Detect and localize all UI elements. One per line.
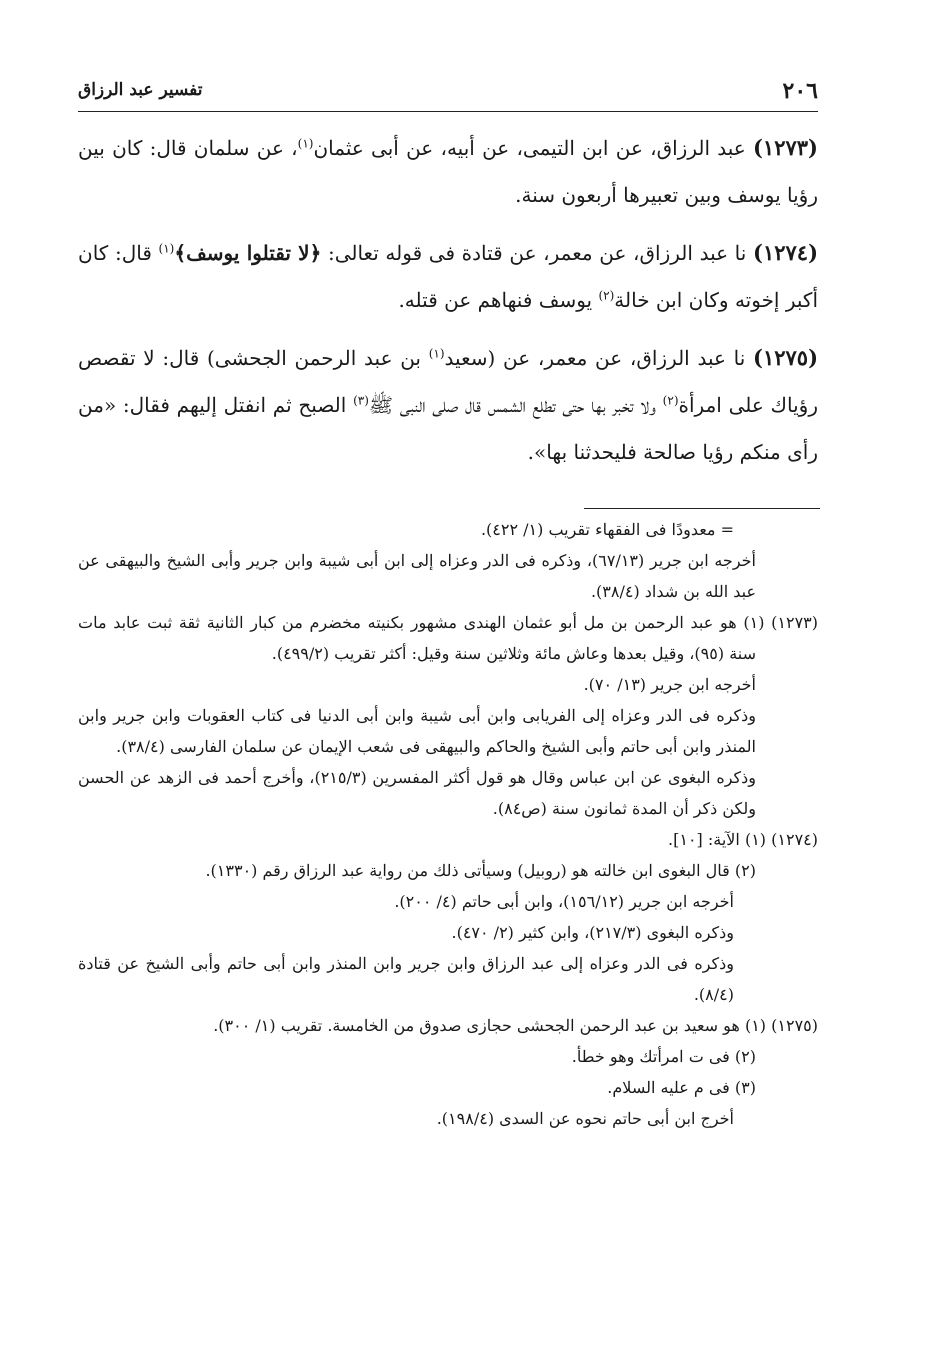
- footnote-line: وذكره البغوى (٢١٧/٣)، وابن كثير (٢/ ٤٧٠).: [451, 923, 734, 942]
- narration-text: يوسف فنهاهم عن قتله.: [398, 288, 599, 312]
- footnote-line: (٢) فى ت امرأتك وهو خطأ.: [571, 1047, 756, 1066]
- footnotes: [78, 514, 818, 1134]
- footnote-line: وذكره البغوى عن ابن عباس وقال هو قول أكثر المفسرين (٢١٥/٣)، وأخرج أحمد فى الزهد عن الحسن ولكن ذكر أن المدة ثمانون سنة (ص٨٤).: [78, 768, 757, 818]
- footnote-ref: (٢): [662, 393, 679, 408]
- narration-text: عبد الرزاق، عن ابن التيمى، عن أبيه، عن أبى عثمان: [313, 136, 753, 160]
- footnote-line: أخرجه ابن جرير (٦٧/١٣)، وذكره فى الدر وعزاه إلى ابن أبى شيبة وابن جرير وأبى الشيخ والبيهقى عن عبد الله بن شداد (٣٨/٤).: [78, 551, 756, 601]
- footnote-line: = معدودًا فى الفقهاء تقريب (١/ ٤٢٢).: [480, 520, 734, 539]
- footnote-ref: (٢): [598, 288, 615, 303]
- narration-text: قال: كان أكبر إخوته وكان ابن خالة: [78, 241, 818, 312]
- main-text: [78, 124, 818, 486]
- quran-quote: ﴿لا تقتلوا يوسف﴾: [174, 241, 322, 265]
- narration-number: (١٢٧٣): [752, 135, 818, 160]
- footnote-line: أخرجه ابن جرير (١٣/ ٧٠).: [583, 675, 756, 694]
- footnote-line: (٣) فى م عليه السلام.: [607, 1078, 756, 1097]
- footnote-line: وذكره فى الدر وعزاه إلى الفريابى وابن أبى شيبة وابن أبى الدنيا فى كتاب العقوبات وابن جرير وابن المنذر وابن أبى حاتم وأبى الشيخ والحاكم والبيهقى فى شعب الإيمان عن سلمان الفارسى (٣٨/٤).: [78, 706, 757, 756]
- narration-text: ولا تخبر بها حتى تطلع الشمس قال صلى النبى ﷺ: [368, 393, 663, 417]
- narration-text: الصبح ثم انفتل إليهم فقال: «من رأى منكم رؤيا صالحة فليحدثنا بها».: [78, 393, 818, 464]
- page-header: [78, 70, 818, 110]
- narration-text: ، عن سلمان قال: كان بين رؤيا يوسف وبين تعبيرها أربعون سنة.: [78, 136, 818, 207]
- footnote-line: (١٢٧٣) (١) هو عبد الرحمن بن مل أبو عثمان الهندى مشهور بكنيته مخضرم من كبار الثانية ثقة ثبت عابد مات سنة (٩٥)، وقيل بعدها وعاش مائة وثلاثين سنة وقيل: أكثر تقريب (٤٩٩/٢).: [78, 613, 818, 663]
- footnote-ref: (٣): [353, 393, 369, 408]
- page-number: ٢٠٦: [782, 78, 818, 104]
- paragraph-1273: [78, 124, 818, 219]
- footnote-separator: [584, 508, 820, 509]
- footnote-line: أخرجه ابن جرير (١٥٦/١٢)، وابن أبى حاتم (٤/ ٢٠٠).: [394, 892, 734, 911]
- footnote-line: أخرج ابن أبى حاتم نحوه عن السدى (١٩٨/٤).: [436, 1109, 734, 1128]
- footnote-ref: (١): [297, 136, 314, 151]
- footnote-ref: (١): [428, 346, 445, 361]
- paragraph-1274: [78, 229, 818, 324]
- narration-number: (١٢٧٤): [753, 240, 818, 265]
- footnote-line: (١٢٧٥) (١) هو سعيد بن عبد الرحمن الجحشى حجازى صدوق من الخامسة. تقريب (١/ ٣٠٠).: [213, 1016, 818, 1035]
- paragraph-1275: [78, 334, 818, 476]
- footnote-line: (١٢٧٤) (١) الآية: [١٠].: [668, 830, 818, 849]
- narration-text: بن عبد الرحمن الجحشى) قال: لا تقصص رؤياك على امرأة: [78, 346, 818, 417]
- footnote-line: وذكره فى الدر وعزاه إلى عبد الرزاق وابن جرير وابن المنذر وابن أبى حاتم وأبى الشيخ عن قتادة (٨/٤).: [78, 954, 734, 1004]
- header-rule: [78, 111, 818, 112]
- narration-number: (١٢٧٥): [753, 345, 818, 370]
- narration-text: نا عبد الرزاق، عن معمر، عن قتادة فى قوله تعالى:: [321, 241, 753, 265]
- footnote-ref: (١): [158, 241, 175, 256]
- running-title: تفسير عبد الرزاق: [78, 80, 203, 100]
- footnote-line: (٢) قال البغوى ابن خالته هو (روبيل) وسيأتى ذلك من رواية عبد الرزاق رقم (١٣٣٠).: [205, 861, 756, 880]
- narration-text: نا عبد الرزاق، عن معمر، عن (سعيد: [444, 346, 753, 370]
